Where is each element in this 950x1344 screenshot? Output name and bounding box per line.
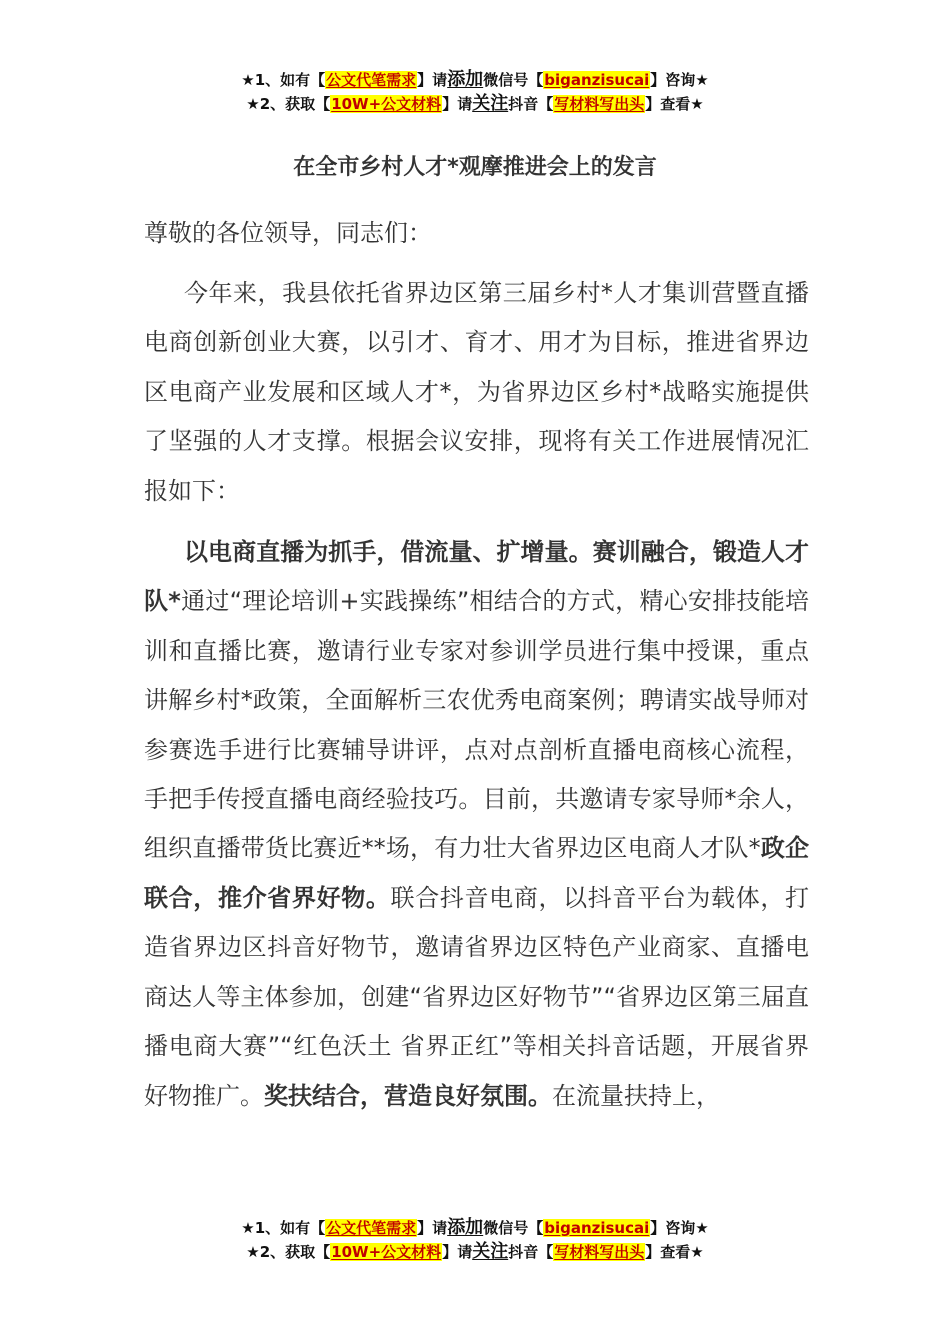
document-title: 在全市乡村人才*观摩推进会上的发言 (293, 155, 657, 180)
banner-text: ★1、如有【 (241, 71, 326, 89)
paragraph-text: 通过“理论培训+实践操练”相结合的方式，精心安排技能培训和直播比赛，邀请行业专家对参训学员进行集中授课，重点讲解乡村*政策，全面解析三农优秀电商案例；聘请实战导师对参赛选手进行比赛辅导讲评，点对点剖析直播电商核心流程，手把手传授直播电商经验技巧。目前，共邀请专家导师*余人，组织直播带货比赛近**场，有力壮大省界边区电商人才队* (144, 587, 809, 863)
highlight-wechat-id: biganzisucai (544, 71, 650, 89)
banner-text: ★2、获取【 (246, 95, 331, 113)
bold-heading: 以电商直播为抓手，借流量、扩增量。赛训融合，锻造人才队* (144, 538, 809, 616)
banner-emphasis: 关注 (472, 93, 509, 114)
highlight-ghostwriting: 公文代笔需求 (326, 1219, 417, 1237)
banner-emphasis: 关注 (472, 1241, 509, 1262)
paragraph-intro: 今年来，我县依托省界边区第三届乡村*人才集训营暨直播电商创新创业大赛，以引才、育才、用才为目标，推进省界边区电商产业发展和区域人才*，为省界边区乡村*战略实施提供了坚强的人才支撑。根据会议安排，现将有关工作进展情况汇报如下： (144, 279, 809, 505)
banner-text: 】咨询★ (650, 71, 709, 89)
paragraph-text: 在流量扶持上， (552, 1081, 720, 1110)
banner-line-2 (0, 1240, 950, 1264)
banner-emphasis: 添加 (447, 1217, 484, 1238)
highlight-materials: 10W+公文材料 (331, 95, 442, 113)
salutation: 尊敬的各位领导，同志们： (144, 219, 432, 247)
banner-text: 】请 (417, 1219, 448, 1237)
paragraph-text: 联合抖音电商，以抖音平台为载体，打造省界边区抖音好物节，邀请省界边区特色产业商家、直播电商达人等主体参加，创建“省界边区好物节”“省界边区第三届直播电商大赛”“红色沃土 省界正红”等相关抖音话题，开展省界好物推广。 (144, 883, 810, 1110)
highlight-douyin-account: 写材料写出头 (554, 1243, 645, 1261)
bold-heading: 政企联合，推介省界好物。 (144, 834, 810, 912)
banner-text: 】请 (417, 71, 448, 89)
highlight-ghostwriting: 公文代笔需求 (326, 71, 417, 89)
paragraph-ecommerce (144, 528, 809, 1121)
banner-text: 】查看★ (645, 1243, 704, 1261)
banner-line-1 (0, 68, 950, 92)
highlight-wechat-id: biganzisucai (544, 1219, 650, 1237)
banner-emphasis: 添加 (447, 69, 484, 90)
banner-text: ★1、如有【 (241, 1219, 326, 1237)
banner-line-1 (0, 1216, 950, 1240)
banner-text: 抖音【 (508, 1243, 554, 1261)
banner-text: 】查看★ (645, 95, 704, 113)
banner-text: 微信号【 (483, 1219, 544, 1237)
banner-line-2 (0, 92, 950, 116)
banner-text: 】请 (442, 1243, 473, 1261)
banner-text: 微信号【 (483, 71, 544, 89)
footer-banner (0, 1216, 950, 1264)
bold-heading: 奖扶结合，营造良好氛围。 (264, 1081, 552, 1110)
banner-text: ★2、获取【 (246, 1243, 331, 1261)
document-body (144, 269, 809, 1121)
header-banner (0, 68, 950, 116)
highlight-douyin-account: 写材料写出头 (554, 95, 645, 113)
banner-text: 抖音【 (508, 95, 554, 113)
highlight-materials: 10W+公文材料 (331, 1243, 442, 1261)
banner-text: 】请 (442, 95, 473, 113)
banner-text: 】咨询★ (650, 1219, 709, 1237)
